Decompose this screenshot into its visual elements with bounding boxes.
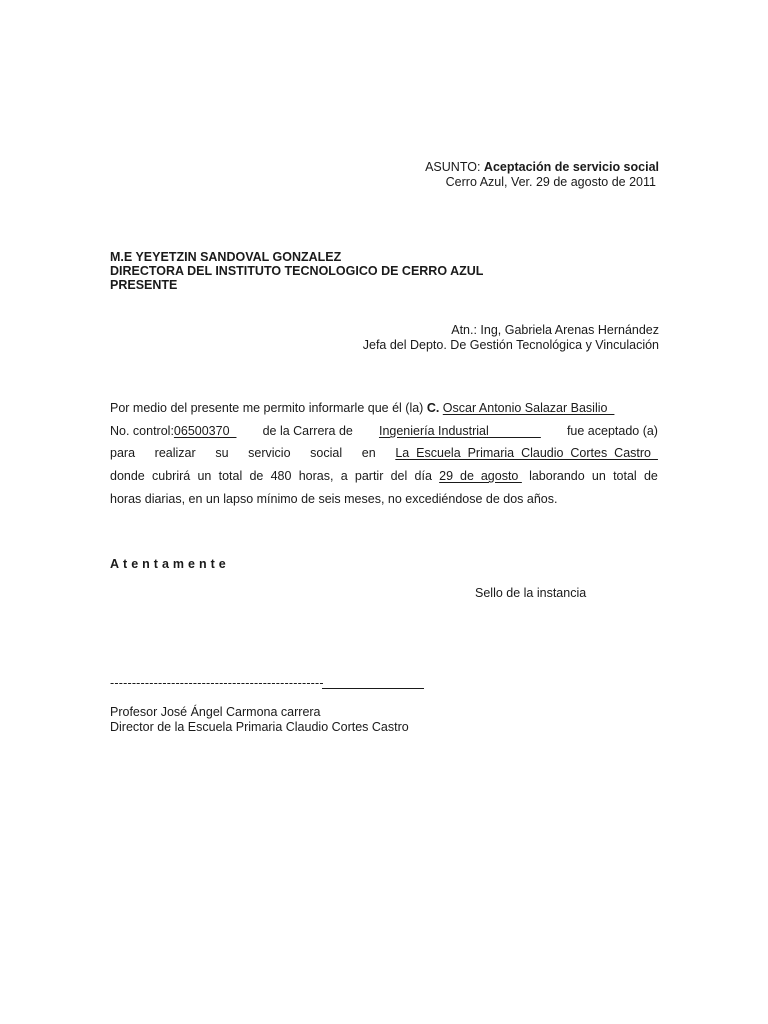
body-word: cubrirá: [152, 469, 191, 483]
body-line-1-text: Por medio del presente me permito informarle que él (la): [110, 401, 427, 415]
body-line-3: [110, 446, 658, 461]
institution-name: La Escuela Primaria Claudio Cortes Castro: [395, 446, 658, 460]
body-word: partir: [354, 469, 384, 483]
attention-line-2: Jefa del Depto. De Gestión Tecnológica y Vinculación: [362, 338, 659, 352]
subject-line: [425, 160, 659, 175]
career-name: Ingeniería Industrial: [378, 424, 541, 438]
start-date: 29 de agosto: [439, 469, 522, 483]
control-label: No. control:: [110, 424, 174, 438]
body-word: total: [218, 469, 243, 483]
body-line-4: [110, 469, 658, 484]
attention-line-1: Atn.: Ing, Gabriela Arenas Hernández: [451, 323, 659, 337]
seal-label: Sello de la instancia: [475, 586, 587, 600]
accepted-text: fue aceptado (a): [566, 424, 658, 438]
recipient-presente: PRESENTE: [110, 278, 178, 292]
body-word: de: [249, 469, 264, 483]
student-prefix: C.: [426, 401, 440, 415]
body-word: total: [613, 469, 637, 483]
body-line-2-text: [110, 424, 236, 439]
body-word: en: [361, 446, 376, 460]
body-line-1: [110, 401, 614, 416]
place-date: Cerro Azul, Ver. 29 de agosto de 2011: [445, 175, 656, 189]
body-word: a: [340, 469, 348, 483]
signature-line: [322, 688, 424, 689]
student-name: Oscar Antonio Salazar Basilio: [442, 401, 615, 415]
body-word: realizar: [154, 446, 196, 460]
closing-atentamente: Atentamente: [110, 557, 230, 571]
subject-value: Aceptación de servicio social: [483, 160, 659, 174]
body-word: 480: [270, 469, 292, 483]
body-word: día: [414, 469, 432, 483]
recipient-title: DIRECTORA DEL INSTITUTO TECNOLOGICO DE CERRO AZUL: [110, 264, 484, 278]
body-word: laborando: [529, 469, 585, 483]
body-line-5: horas diarias, en un lapso mínimo de seis meses, no excediéndose de dos años.: [110, 492, 558, 506]
signer-title: Director de la Escuela Primaria Claudio Cortes Castro: [110, 720, 409, 734]
body-word: servicio: [248, 446, 291, 460]
body-line-2: [110, 424, 658, 439]
recipient-name: M.E YEYETZIN SANDOVAL GONZALEZ: [110, 250, 342, 264]
body-word: de: [643, 469, 658, 483]
body-word: donde: [110, 469, 145, 483]
body-word: su: [215, 446, 229, 460]
career-label: de la Carrera de: [262, 424, 353, 438]
signature-dashes: -------------------------------------------------: [110, 676, 324, 690]
body-word: del: [390, 469, 408, 483]
control-number: 06500370: [173, 424, 237, 438]
body-word: horas,: [298, 469, 334, 483]
body-word: un: [197, 469, 212, 483]
body-word: para: [110, 446, 136, 460]
signer-name: Profesor José Ángel Carmona carrera: [110, 705, 321, 719]
body-word: social: [310, 446, 343, 460]
body-word: un: [591, 469, 606, 483]
subject-label: ASUNTO:: [425, 160, 481, 174]
